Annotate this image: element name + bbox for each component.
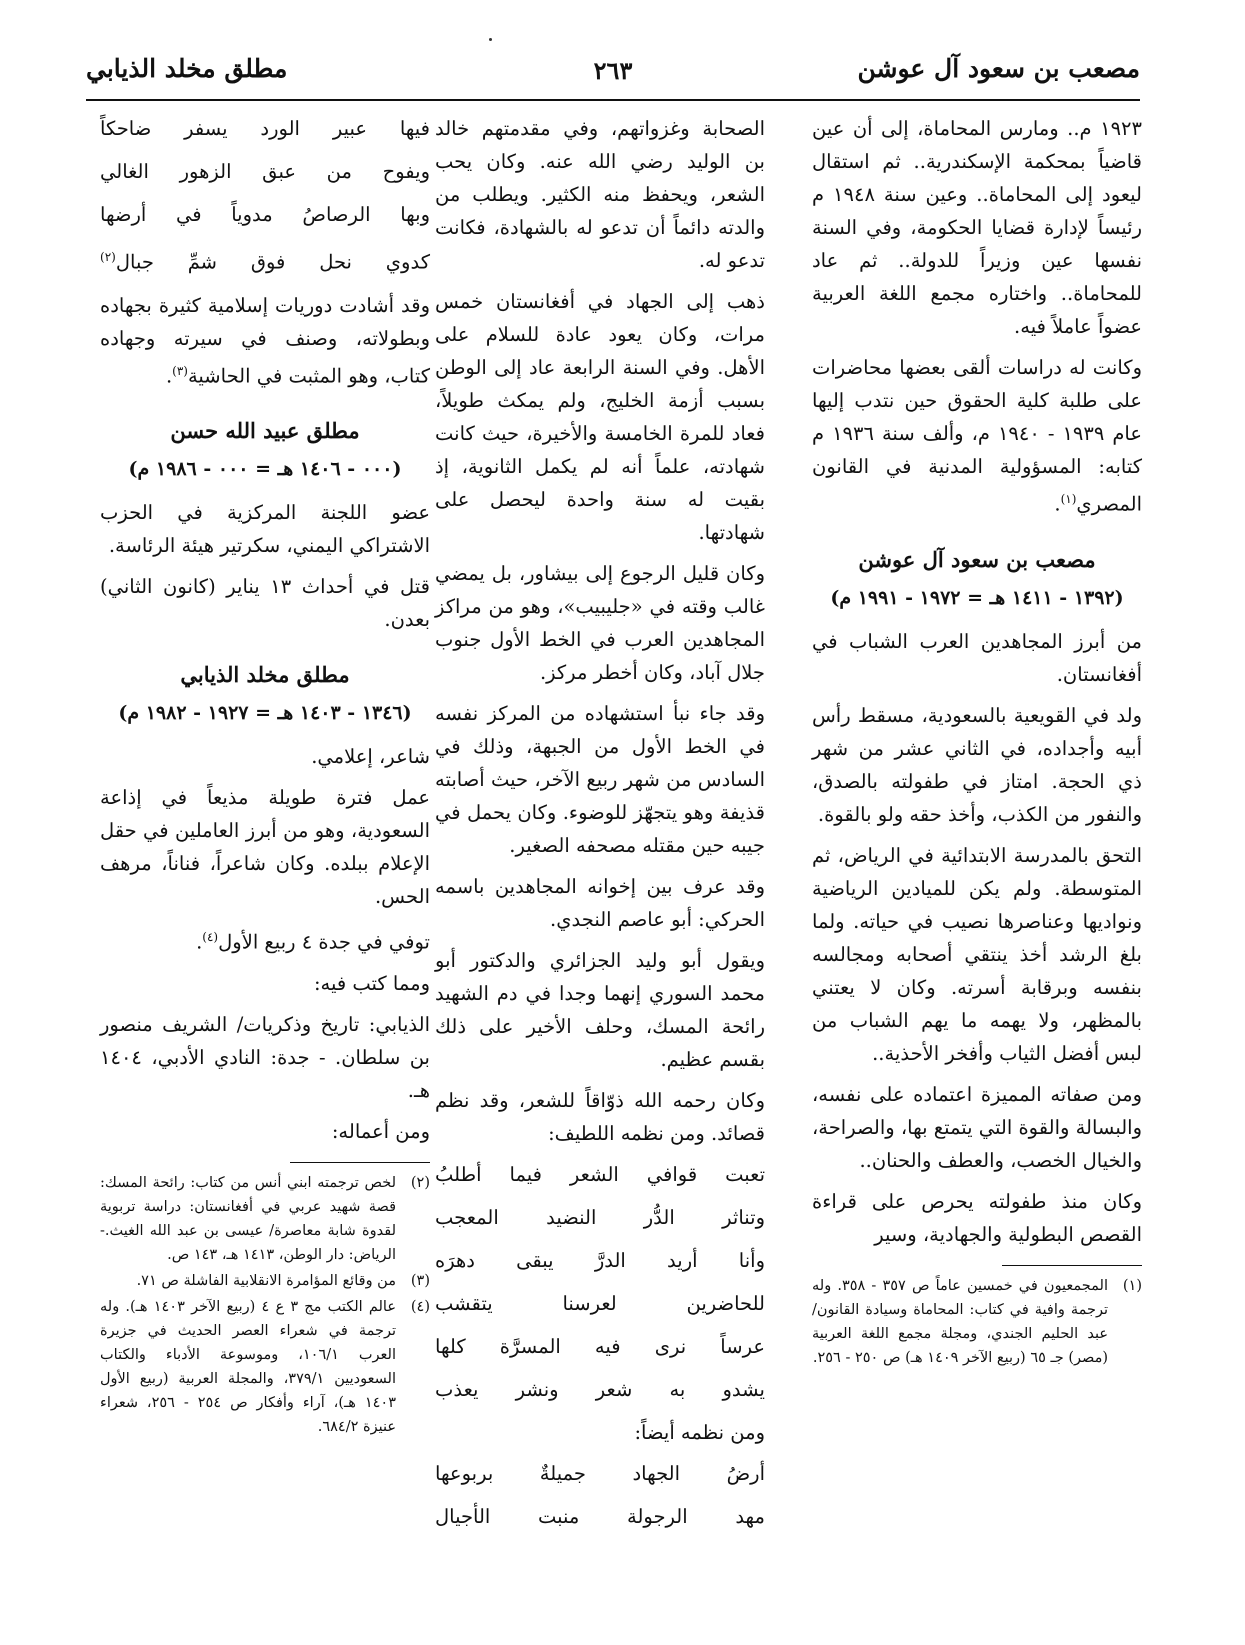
paragraph: الصحابة وغزواتهم، وفي مقدمتهم خالد بن الوليد رضي الله عنه. وكان يحب الشعر، ويحفظ منه الكثير. ويطلب من والدته دائماً أن تدعو له بالشهادة، فكانت تدعو له. [435,117,765,272]
poem-verse: أرضُ الجهاد جميلةٌ بربوعها [435,1462,765,1485]
bio-title: مطلق عبيد الله حسن [170,418,360,443]
paragraph: وكانت له دراسات ألقى بعضها محاضرات على طلبة كلية الحقوق حين نتدب إليها عام ١٩٣٩ - ١٩٤٠ م، وألف سنة ١٩٣٦ م كتابه: المسؤولية المدنية في القانون المصري$^{(١)}$. [812,356,1142,516]
poem-verse: وتناثر الدُّر النضيد المعجب [435,1206,765,1229]
footnote [100,1269,430,1293]
poem-verse: للحاضرين لعرسنا يتقشب [435,1292,765,1315]
footnote-ref: (٤) [202,930,219,944]
poem-verse: ويفوح من عبق الزهور الغالي [100,160,430,183]
paragraph: قتل في أحداث ١٣ يناير (كانون الثاني) بعدن. [100,575,430,631]
paragraph: ومما كتب فيه: [313,971,430,995]
footnote [100,1295,430,1439]
column-middle [435,112,765,1543]
header-rule [86,99,1140,101]
running-head-right: مصعب بن سعود آل عوشن [857,54,1140,83]
poem-verse: فيها عبير الورد يسفر ضاحكاً [100,117,430,140]
paragraph: ويقول أبو وليد الجزائري والدكتور أبو محمد السوري إنهما وجدا في دم الشهيد رائحة المسك، وحلف الأخير على ذلك بقسم عظيم. [435,949,765,1071]
footnote-rule [1002,1265,1142,1266]
poem-verse: تعبت قوافي الشعر فيما أطلبُ [435,1163,765,1186]
page-header [86,52,1140,92]
paragraph: عمل فترة طويلة مذيعاً في إذاعة السعودية، وهو من أبرز العاملين في حقل الإعلام ببلده. وكان شاعراً، فناناً، مرهف الحس. [100,786,430,908]
bio-dates: (٠٠٠ - ١٤٠٦ هـ = ٠٠٠ - ١٩٨٦ م) [128,458,402,480]
paragraph: الذيابي: تاريخ وذكريات/ الشريف منصور بن سلطان. - جدة: النادي الأدبي، ١٤٠٤ هـ. [100,1012,430,1102]
paragraph: وكان رحمه الله ذوّاقاً للشعر، وقد نظم قصائد. ومن نظمه اللطيف: [435,1089,765,1145]
paragraph: ومن أعماله: [331,1119,430,1143]
running-head-left: مطلق مخلد الذيابي [86,54,288,83]
column-left [100,112,430,1441]
paragraph: ومن نظمه أيضاً: [634,1421,765,1444]
poem-verse: مهد الرجولة منبت الأجيال [435,1505,765,1528]
paragraph: التحق بالمدرسة الابتدائية في الرياض، ثم المتوسطة. ولم يكن للميادين الرياضية ونواديها وعناصرها نصيب في حياته. ولما بلغ الرشد أخذ ينتقي أصحابه ومجالسه بنفسه وبرقابة أسرته. وكان لا يعتني بالمظهر، ولا يهمه ما يهم الشباب من لبس أفضل الثياب وأفخر الأحذية.. [812,843,1142,1065]
footnote-number: (٢) [410,1174,430,1191]
column-right [812,112,1142,1372]
footnote-number: (٣) [410,1272,430,1289]
footnote [812,1274,1142,1370]
paragraph: ولد في القويعية بالسعودية، مسقط رأس أبيه وأجداده، في الثاني عشر من شهر ذي الحجة. امتاز في طفولته بالصدق، والنفور من الكذب، وأخذ حقه ولو بالقوة. [812,703,1142,826]
footnotes [812,1274,1142,1370]
bio-title: مطلق مخلد الذيابي [180,662,350,687]
footnote-text: عالم الكتب مج ٣ ع ٤ (ربيع الآخر ١٤٠٣ هـ). وله ترجمة في شعراء العصر الحديث في جزيرة العرب ١٠٦/١، وموسوعة الأدباء والكتاب السعوديين ٣٧٩/١، والمجلة العربية (ربيع الأول ١٤٠٣ هـ)، آراء وأفكار ص ٢٥٤ - ٢٥٦، شعراء عنيزة ٦٨٤/٢. [100,1298,397,1435]
paragraph: وكان منذ طفولته يحرص على قراءة القصص البطولية والجهادية، وسير [812,1189,1142,1246]
paragraph: شاعر، إعلامي. [311,745,430,768]
bio-dates: (١٣٩٢ - ١٤١١ هـ = ١٩٧٢ - ١٩٩١ م) [830,586,1124,609]
footnotes [100,1171,430,1439]
paragraph: وقد جاء نبأ استشهاده من المركز نفسه في الخط الأول من الجبهة، وذلك في السادس من شهر ربيع الآخر، حيث أصابته قذيفة وهو يتجهّز للوضوء. وكان يحمل في جيبه حين مقتله مصحفه الصغير. [435,702,765,857]
paragraph: ذهب إلى الجهاد في أفغانستان خمس مرات، وكان يعود عادة للسلام على الأهل. وفي السنة الرابعة عاد إلى الوطن بسبب أزمة الخليج، ولم يمكث طويلاً، فعاد للمرة الخامسة والأخيرة، حيث كانت شهادته، علماً أنه لم يكمل الثانوية، إذ بقيت له سنة واحدة ليحصل على شهادتها. [435,290,765,544]
bio-title: مصعب بن سعود آل عوشن [858,546,1096,572]
footnote-number: (٤) [410,1298,430,1315]
poem-verse: وأنا أريد الدرَّ يبقى دهرَه [435,1249,765,1272]
footnote [100,1171,430,1267]
paragraph: وقد أشادت دوريات إسلامية كثيرة بجهاده وبطولاته، وصنف في سيرته وجهاده كتاب، وهو المثبت في الحاشية$^{(٣)}$. [100,293,430,387]
footnote-text: من وقائع المؤامرة الانقلابية الفاشلة ص ٧١. [136,1272,396,1289]
page-number: ٢٦٣ [593,56,633,85]
bio-dates: (١٣٤٦ - ١٤٠٣ هـ = ١٩٢٧ - ١٩٨٢ م) [118,702,412,724]
paragraph: عضو اللجنة المركزية في الحزب الاشتراكي اليمني، سكرتير هيئة الرئاسة. [100,501,430,557]
footnote-ref: (٢) [100,250,116,264]
poem-verse: عرساً نرى فيه المسرَّة كلها [435,1335,765,1358]
paragraph: ومن صفاته المميزة اعتماده على نفسه، والبسالة والقوة التي يتمتع بها، والصراحة، والخيال الخصب، والعطف والحنان.. [812,1082,1142,1172]
paragraph: وكان قليل الرجوع إلى بيشاور، بل يمضي غالب وقته في «جليبيب»، وهو من مراكز المجاهدين العرب في الخط الأول جنوب جلال آباد، وكان أخطر مركز. [435,562,765,684]
footnote-text: المجمعيون في خمسين عاماً ص ٣٥٧ - ٣٥٨. وله ترجمة وافية في كتاب: المحاماة وسيادة القانون/ عبد الحليم الجندي، ومجلة مجمع اللغة العربية (مصر) جـ ٦٥ (ربيع الآخر ١٤٠٩ هـ) ص ٢٥٠ - ٢٥٦. [812,1277,1109,1366]
paragraph: توفي في جدة ٤ ربيع الأول$^{(٤)}$. [196,930,430,954]
poem-verse: يشدو به شعر ونشر يعذب [435,1378,765,1401]
paragraph: ١٩٢٣ م.. ومارس المحاماة، إلى أن عين قاضياً بمحكمة الإسكندرية.. ثم استقال ليعود إلى المحاماة.. وعين سنة ١٩٤٨ م رئيساً لإدارة قضايا الحكومة، وفي السنة نفسها عين وزيراً للدولة.. ثم عاد للمحاماة.. واختاره مجمع اللغة العربية عضواً عاملاً فيه. [812,117,1142,338]
footnote-ref: (١) [1060,492,1077,506]
poem-verse: وبها الرصاصُ مدوياً في أرضها [100,203,430,226]
footnote-ref: (٣) [172,363,188,378]
footnote-rule [290,1162,430,1163]
paragraph: من أبرز المجاهدين العرب الشباب في أفغانستان. [812,629,1142,686]
paragraph: وقد عرف بين إخوانه المجاهدين باسمه الحركي: أبو عاصم النجدي. [435,875,765,931]
speck [489,38,492,41]
footnote-number: (١) [1122,1277,1142,1294]
footnote-text: لخص ترجمته ابني أنس من كتاب: رائحة المسك: قصة شهيد عربي في أفغانستان: دراسة تربوية لقدوة شابة معاصرة/ عيسى بن عبد الله الغيث.- الرياض: دار الوطن، ١٤١٣ هـ، ١٤٣ ص. [100,1174,396,1263]
poem-verse: كدوي نحل فوق شمِّ جبال$^{(٢)}$ [100,250,430,274]
